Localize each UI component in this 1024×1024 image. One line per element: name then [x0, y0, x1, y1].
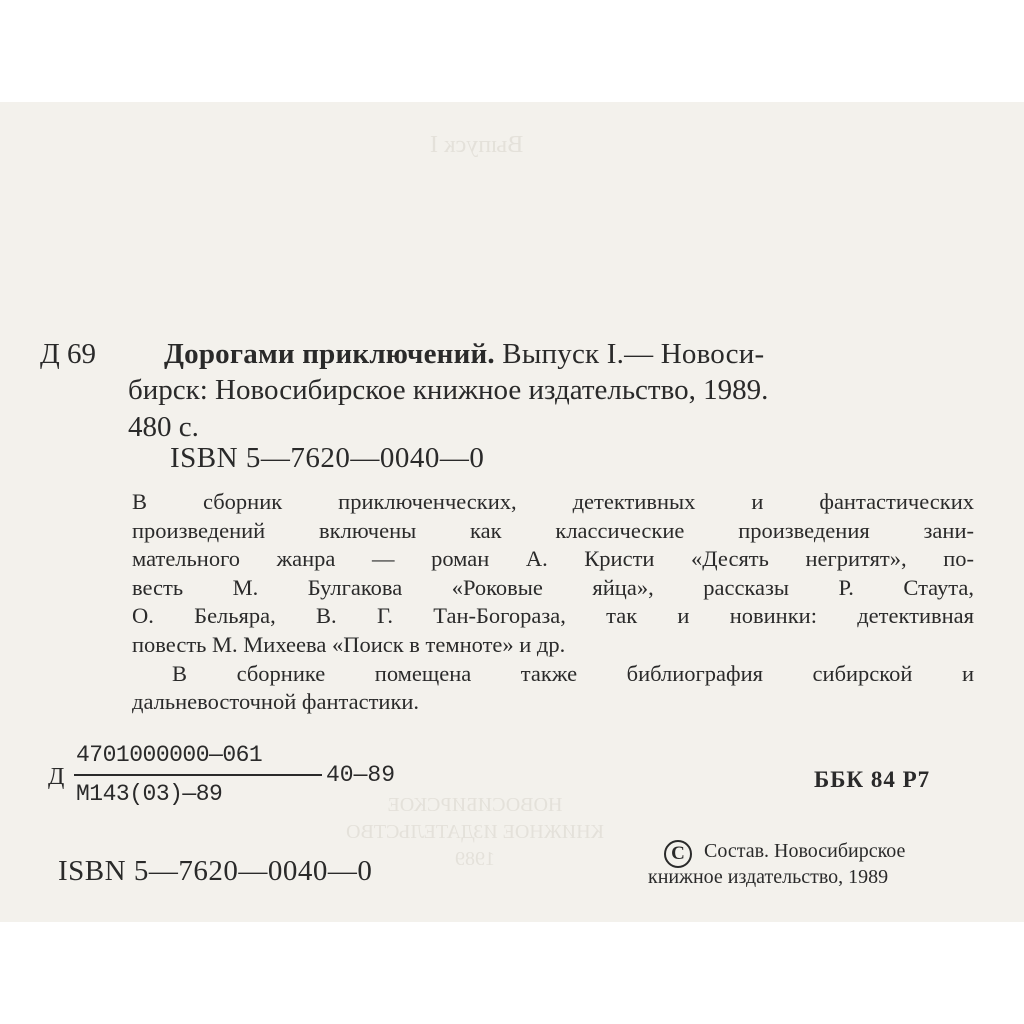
- catalog-title-rest: Выпуск I.— Новоси-: [494, 338, 765, 370]
- bbk-code: ББК 84 Р7: [814, 767, 931, 792]
- book-title: Дорогами приключений.: [164, 338, 495, 370]
- code-numerator: 4701000000—061: [76, 742, 263, 768]
- catalog-isbn: ISBN 5—7620—0040—0: [170, 442, 485, 474]
- code-price: 40—89: [326, 762, 396, 788]
- bleed-through-imprint: НОВОСИБИРСКОЕ КНИЖНОЕ ИЗДАТЕЛЬСТВО 1989: [346, 794, 604, 870]
- udk-code: Д 69: [40, 338, 97, 370]
- copyright-line-1: Состав. Новосибирское: [704, 840, 906, 862]
- annotation: [132, 488, 974, 717]
- annotation-line: О. Бельяра, В. Г. Тан-Богораза, так и новинки: детективная: [132, 603, 974, 629]
- copyright-line-2: книжное издательство, 1989: [648, 866, 889, 888]
- bleed-through-text: Выпуск I: [430, 132, 524, 158]
- annotation-line: мательного жанра — роман А. Кристи «Десять негритят», по-: [132, 546, 974, 572]
- catalog-pages: 480 с.: [128, 411, 199, 443]
- annotation-line: произведений включены как классические произведения зани-: [132, 517, 974, 543]
- annotation-line: дальневосточной фантастики.: [132, 689, 420, 715]
- code-fraction-rule: [74, 774, 322, 776]
- annotation-line: повесть М. Михеева «Поиск в темноте» и др.: [132, 631, 566, 657]
- annotation-line: В сборнике помещена также библиография сибирской и: [172, 660, 974, 686]
- book-page: [0, 102, 1024, 922]
- annotation-line: В сборник приключенческих, детективных и фантастических: [132, 489, 974, 514]
- annotation-line: весть М. Булгакова «Роковые яйца», рассказы Р. Стаута,: [132, 574, 974, 600]
- copyright-icon: C: [664, 840, 692, 868]
- code-prefix: Д: [48, 764, 65, 790]
- catalog-title-line: [164, 338, 764, 371]
- isbn-bottom: ISBN 5—7620—0040—0: [58, 855, 373, 887]
- code-denominator: М143(03)—89: [76, 781, 223, 807]
- catalog-publisher-line: бирск: Новосибирское книжное издательство, 1989.: [128, 374, 769, 406]
